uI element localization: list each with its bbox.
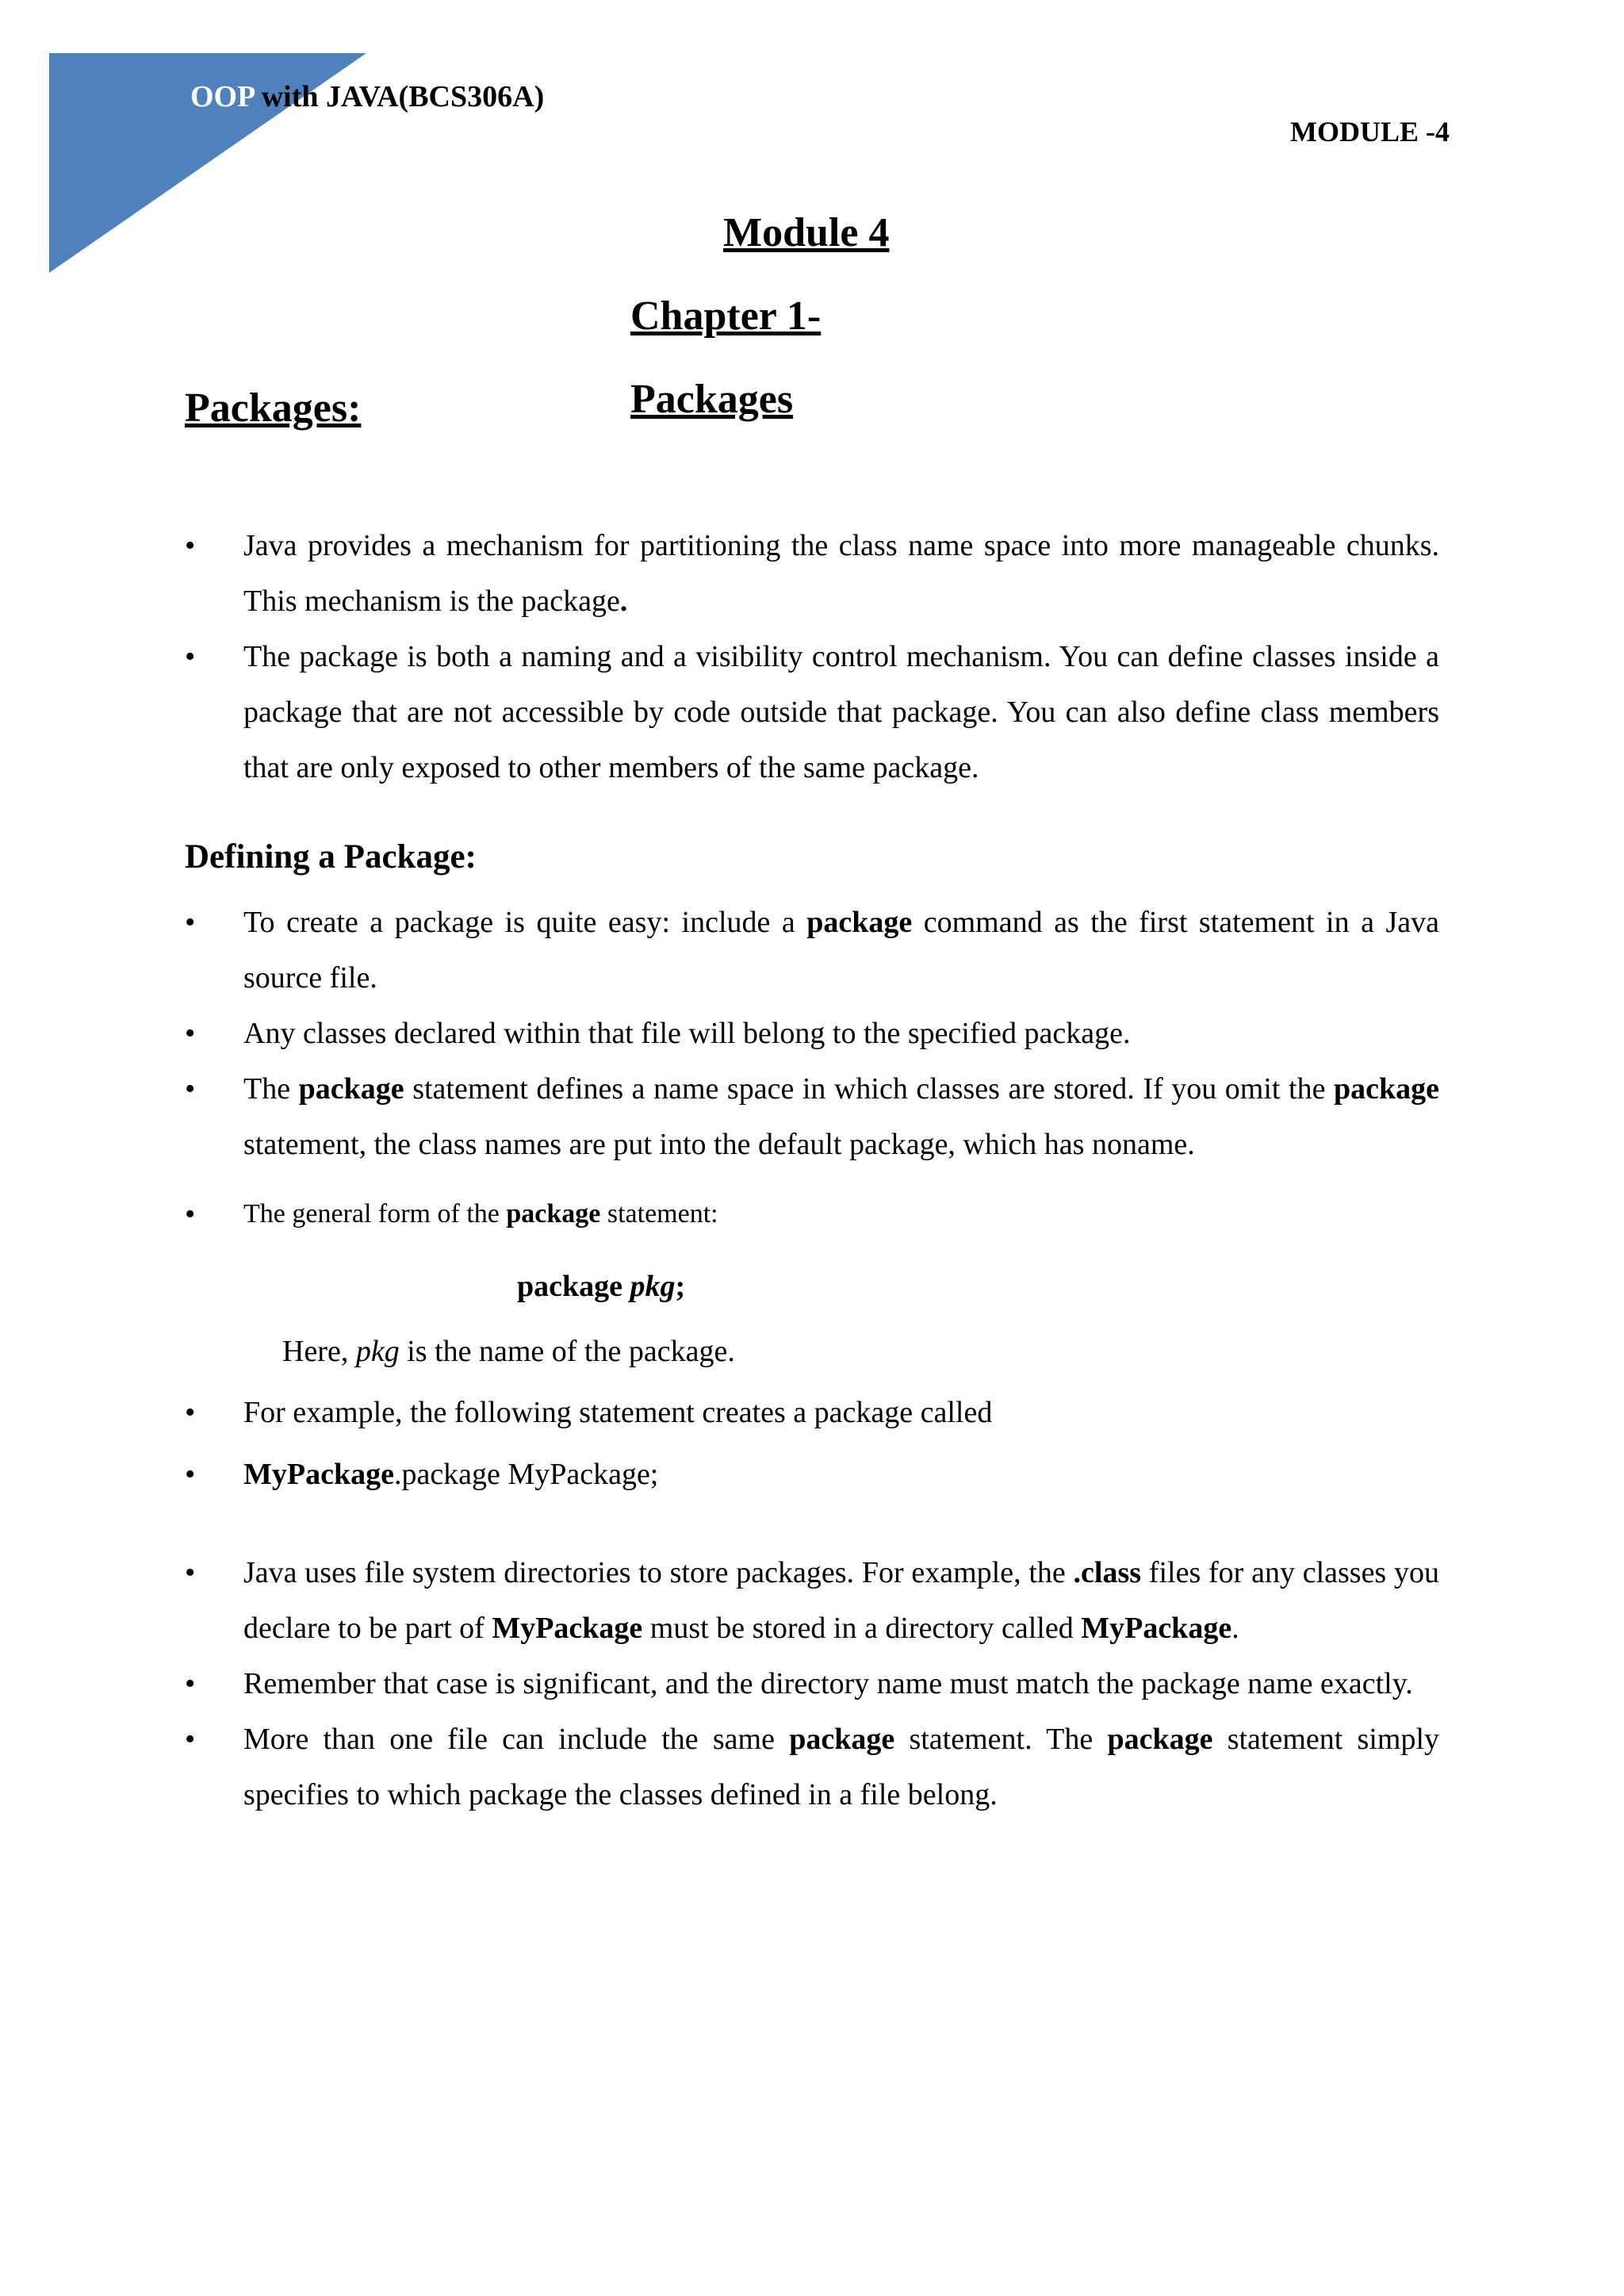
intro-list [185,518,1439,795]
syntax-explanation: Here, pkg is the name of the package. [282,1335,735,1368]
chapter-name: Packages [630,377,794,422]
list-item: • More than one file can include the same package statement. The package statement simply specifies to which package the classes defined in a file belong. [185,1711,1439,1823]
example-list [185,1385,1439,1502]
list-item: • The package statement defines a name space in which classes are stored. If you omit the package statement, the class names are put into the default package, which has noname. [185,1061,1439,1172]
list-item: • Java provides a mechanism for partitioning the class name space into more manageable chunks. This mechanism is the package. [185,518,1439,629]
chapter-title: Chapter 1- [630,293,822,339]
list-item: • For example, the following statement creates a package called [185,1385,1439,1440]
list-item: • The package is both a naming and a visibility control mechanism. You can define classes inside a package that are not accessible by code outside that package. You can also define class members that are only exposed to other members of the same package. [185,629,1439,795]
code-syntax: package pkg; [517,1270,686,1303]
storage-list [185,1545,1439,1823]
list-item: • Java uses file system directories to store packages. For example, the .class files for any classes you declare to be part of MyPackage must be stored in a directory called MyPackage. [185,1545,1439,1656]
section-heading-defining: Defining a Package: [185,838,477,876]
list-item: • Any classes declared within that file will belong to the specified package. [185,1006,1439,1061]
list-item: • Remember that case is significant, and the directory name must match the package name exactly. [185,1656,1439,1711]
section-title-packages: Packages: [185,385,362,431]
module-tag: MODULE -4 [1290,116,1450,148]
module-title: Module 4 [723,210,890,255]
course-title: OOP with JAVA(BCS306A) [190,80,545,113]
list-item: • The general form of the package statement: [185,1186,1439,1242]
list-item: • To create a package is quite easy: include a package command as the first statement in a Java source file. [185,895,1439,1006]
list-item: • MyPackage.package MyPackage; [185,1447,1439,1502]
defining-list [185,895,1439,1242]
